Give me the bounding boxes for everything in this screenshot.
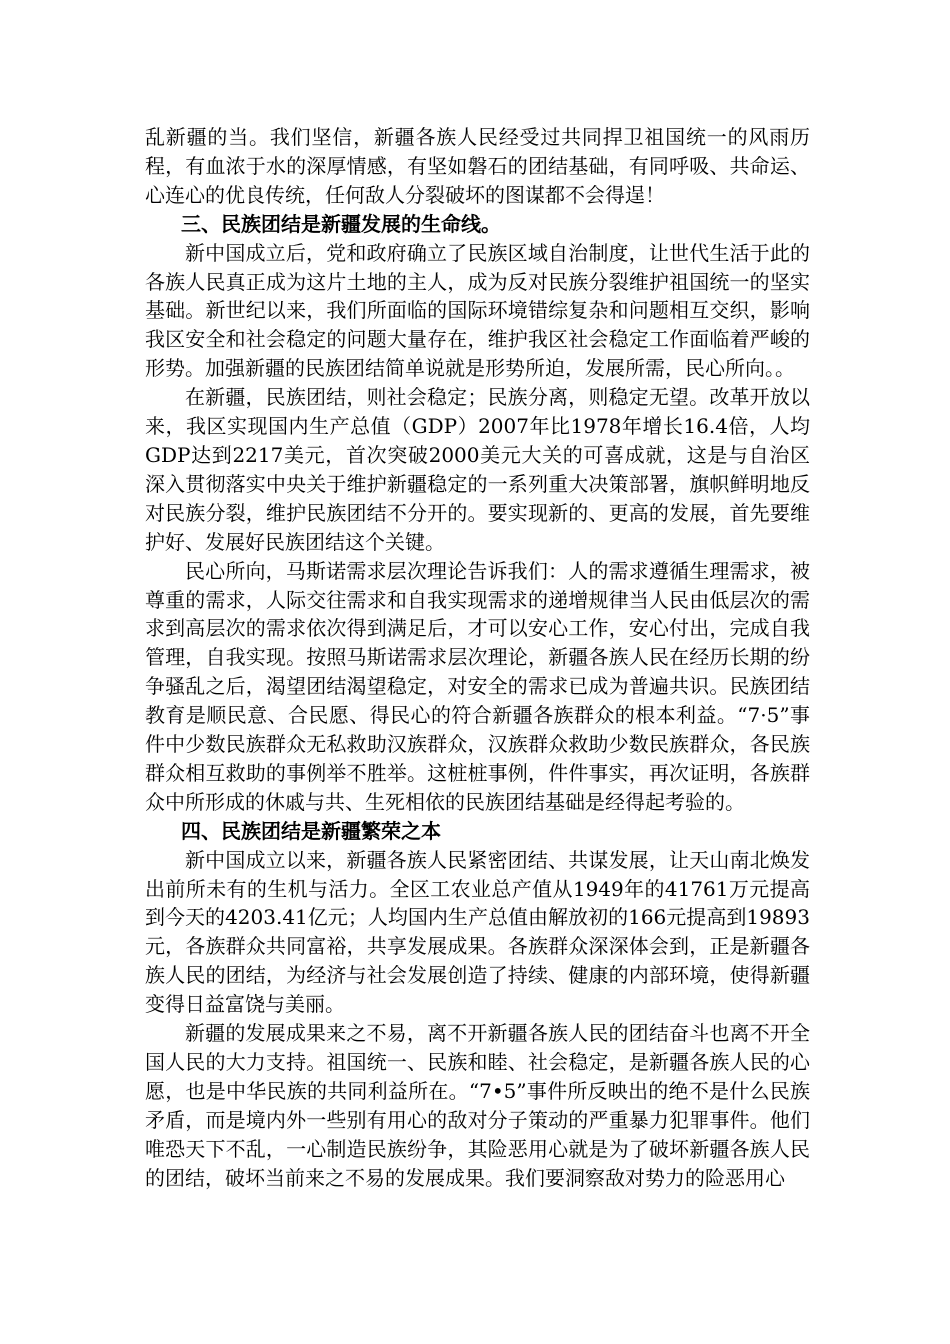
paragraph-1: 新中国成立后，党和政府确立了民族区域自治制度，让世代生活于此的各族人民真正成为这片土地的主人，成为反对民族分裂维护祖国统一的坚实基础。新世纪以来，我们所面临的国际环境错综复杂和问题相互交织，影响我区安全和社会稳定的问题大量存在，维护我区社会稳定工作面临着严峻的形势。加强新疆的民族团结简单说就是形势所迫，发展所需，民心所向。。 <box>145 240 810 381</box>
paragraph-2: 在新疆，民族团结，则社会稳定；民族分离，则稳定无望。改革开放以来，我区实现国内生产总值（GDP）2007年比1978年增长16.4倍，人均GDP达到2217美元，首次突破2000美元大关的可喜成就，这是与自治区深入贯彻落实中央关于维护新疆稳定的一系列重大决策部署，旗帜鲜明地反对民族分裂，维护民族团结不分开的。要实现新的、更高的发展，首先要维护好、发展好民族团结这个关键。 <box>145 385 810 554</box>
section-heading-4: 四、民族团结是新疆繁荣之本 <box>181 818 441 843</box>
paragraph-3: 民心所向，马斯诺需求层次理论告诉我们：人的需求遵循生理需求，被尊重的需求，人际交往需求和自我实现需求的递增规律当人民由低层次的需求到高层次的需求依次得到满足后，才可以安心工作，安心付出，完成自我管理，自我实现。按照马斯诺需求层次理论，新疆各族人民在经历长期的纷争骚乱之后，渴望团结渴望稳定，对安全的需求已成为普遍共识。民族团结教育是顺民意、合民愿、得民心的符合新疆各族群众的根本利益。“7·5”事件中少数民族群众无私救助汉族群众，汉族群众救助少数民族群众，各民族群众相互救助的事例举不胜举。这桩桩事例，件件事实，再次证明，各族群众中所形成的休戚与共、生死相依的民族团结基础是经得起考验的。 <box>145 558 810 814</box>
section-heading-3: 三、民族团结是新疆发展的生命线。 <box>181 211 501 236</box>
paragraph-4: 新中国成立以来，新疆各族人民紧密团结、共谋发展，让天山南北焕发出前所未有的生机与活力。全区工农业总产值从1949年的41761万元提高到今天的4203.41亿元；人均国内生产总值由解放初的166元提高到19893元，各族群众共同富裕，共享发展成果。各族群众深深体会到，正是新疆各族人民的团结，为经济与社会发展创造了持续、健康的内部环境，使得新疆变得日益富饶与美丽。 <box>145 847 810 1017</box>
paragraph-continuation: 乱新疆的当。我们坚信，新疆各族人民经受过共同捍卫祖国统一的风雨历程，有血浓于水的深厚情感，有坚如磐石的团结基础，有同呼吸、共命运、心连心的优良传统，任何敌人分裂破坏的图谋都不会得逞！ <box>145 125 810 207</box>
paragraph-5: 新疆的发展成果来之不易，离不开新疆各族人民的团结奋斗也离不开全国人民的大力支持。祖国统一、民族和睦、社会稳定，是新疆各族人民的心愿，也是中华民族的共同利益所在。“7•5”事件所反映出的绝不是什么民族矛盾，而是境内外一些别有用心的敌对分子策动的严重暴力犯罪事件。他们唯恐天下不乱，一心制造民族纷争，其险恶用心就是为了破坏新疆各族人民的团结，破坏当前来之不易的发展成果。我们要洞察敌对势力的险恶用心 <box>145 1021 810 1190</box>
document-page <box>145 123 810 1193</box>
